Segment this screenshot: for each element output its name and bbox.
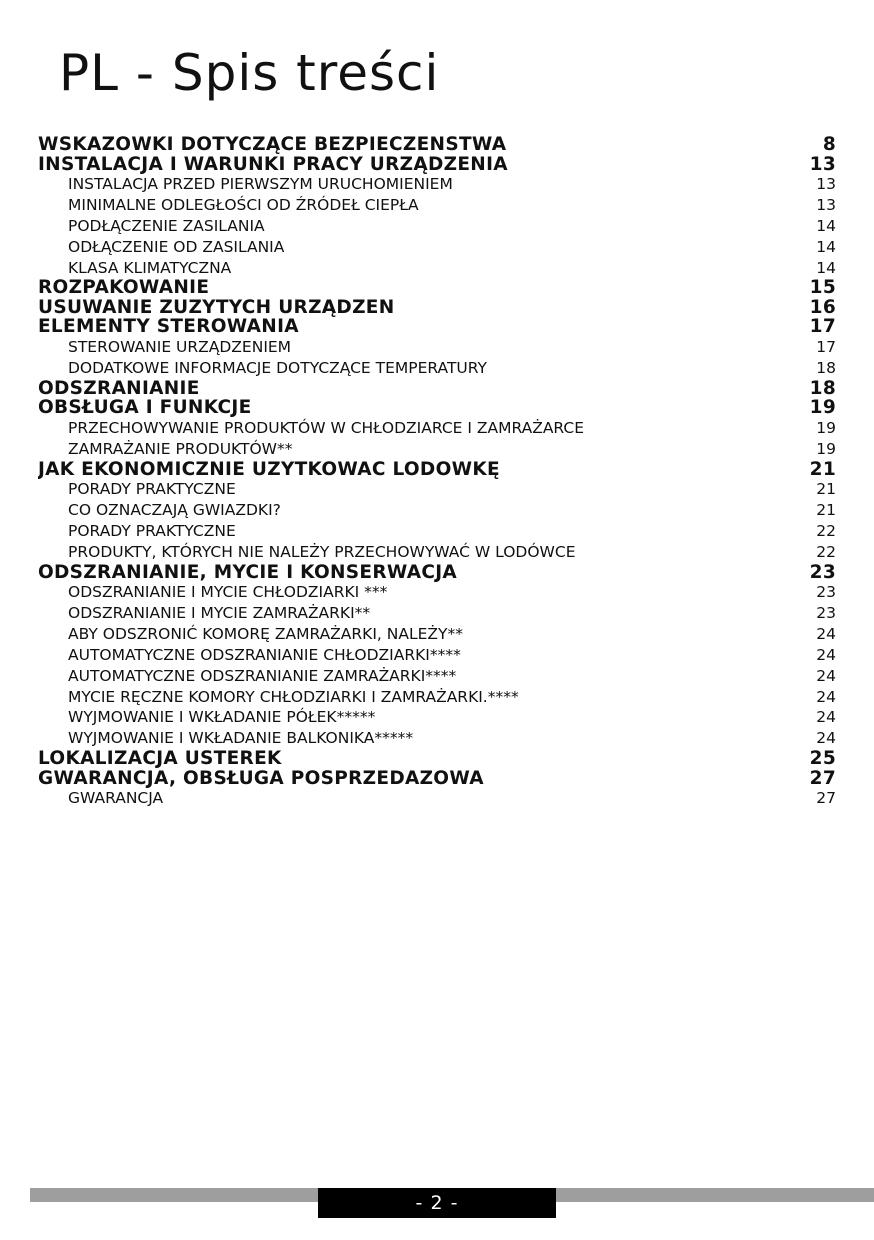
toc-entry-label: LOKALIZACJA USTEREK [38,749,282,769]
toc-entry-label: AUTOMATYCZNE ODSZRANIANIE ZAMRAŻARKI**** [68,666,457,685]
toc-entry-page: 27 [809,767,836,789]
toc-entry-label: ODSZRANIANIE, MYCIE I KONSERWACJA [38,562,458,583]
toc-entry-label: ODSZRANIANIE I MYCIE ZAMRAŻARKI** [68,603,371,622]
toc-entry-label: PORADY PRAKTYCZNE [68,521,236,540]
toc-entry-page: 16 [809,296,836,318]
toc-entry-label: PODŁĄCZENIE ZASILANIA [68,216,265,235]
toc-entry-label: MINIMALNE ODLEGŁOŚCI OD ŹRÓDEŁ CIEPŁA [68,195,419,214]
toc-entry-page: 21 [816,480,836,499]
toc-entry-label: KLASA KLIMATYCZNA [68,258,232,277]
toc-entry-label: PORADY PRAKTYCZNE [68,480,236,499]
toc-subentry[interactable] [38,542,836,563]
toc-subentry[interactable] [38,337,836,358]
toc-entry-page: 24 [816,645,836,664]
toc-entry-page: 22 [816,542,836,561]
toc-entry-label: STEROWANIE URZĄDZENIEM [68,337,292,356]
toc-entry-page: 22 [816,521,836,540]
toc-entry-page: 24 [816,708,836,727]
toc-subentry[interactable] [38,707,836,728]
toc-entry-label: GWARANCJA [68,789,164,808]
toc-entry-label: AUTOMATYCZNE ODSZRANIANIE CHŁODZIARKI**** [68,645,461,664]
toc-entry-page: 19 [809,397,836,419]
toc-entry-label: ODSZRANIANIE I MYCIE CHŁODZIARKI *** [68,583,388,602]
toc-entry-label: USUWANIE ZUŻYTYCH URZĄDZEŃ [38,297,395,318]
toc-entry-label: ELEMENTY STEROWANIA [38,317,299,337]
toc-subentry[interactable] [38,521,836,542]
toc-entry[interactable] [38,155,836,175]
toc-entry-label: PRZECHOWYWANIE PRODUKTÓW W CHŁODZIARCE I ZAMRAŻARCE [68,418,585,437]
toc-entry-page: 17 [809,316,836,338]
page-title: PL - Spis treści [59,44,440,102]
toc-entry[interactable] [38,298,836,318]
toc-subentry[interactable] [38,195,836,216]
toc-entry-page: 21 [816,500,836,519]
toc-entry-page: 8 [822,134,836,155]
toc-subentry[interactable] [38,788,836,809]
toc-subentry[interactable] [38,479,836,500]
toc-entry[interactable] [38,749,836,769]
toc-subentry[interactable] [38,258,836,279]
toc-entry-page: 24 [816,624,836,643]
toc-entry-label: ODŁĄCZENIE OD ZASILANIA [68,237,285,256]
toc-subentry[interactable] [38,582,836,603]
toc-entry-label: ZAMRAŻANIE PRODUKTÓW** [68,439,293,458]
toc-entry-page: 24 [816,666,836,685]
toc-entry-page: 14 [816,237,836,256]
toc-entry-label: ROZPAKOWANIE [38,278,210,298]
toc-entry-label: WYJMOWANIE I WKŁADANIE BALKONIKA***** [68,729,414,748]
page-number: - 2 - [318,1188,556,1218]
toc-entry-page: 13 [816,195,836,214]
toc-entry-page: 14 [816,216,836,235]
toc-entry[interactable] [38,398,836,418]
toc-subentry[interactable] [38,216,836,237]
toc-subentry[interactable] [38,624,836,645]
toc-entry-label: MYCIE RĘCZNE KOMORY CHŁODZIARKI I ZAMRAŻARKI.**** [68,687,519,706]
toc-entry-page: 18 [809,377,836,399]
toc-subentry[interactable] [38,174,836,195]
toc-entry-page: 24 [816,687,836,706]
toc-entry-page: 18 [816,358,836,377]
toc-entry-page: 23 [809,561,836,583]
toc-entry-label: ODSZRANIANIE [38,378,200,399]
table-of-contents [38,135,836,809]
toc-entry-page: 14 [816,258,836,277]
toc-entry-label: DODATKOWE INFORMACJE DOTYCZĄCE TEMPERATURY [68,358,488,377]
toc-entry[interactable] [38,379,836,399]
toc-subentry[interactable] [38,603,836,624]
toc-entry[interactable] [38,563,836,583]
toc-entry-page: 19 [816,439,836,458]
toc-entry-label: INSTALACJA I WARUNKI PRACY URZĄDZENIA [38,154,508,174]
toc-subentry[interactable] [38,500,836,521]
toc-entry-label: JAK EKONOMICZNIE UŻYTKOWAĆ LODÓWKĘ [38,459,500,480]
toc-entry-page: 13 [809,153,836,175]
toc-subentry[interactable] [38,728,836,749]
toc-entry-page: 19 [816,418,836,437]
toc-entry-page: 24 [816,729,836,748]
toc-entry-page: 25 [809,748,836,770]
toc-entry-page: 23 [816,583,836,602]
toc-entry[interactable] [38,460,836,480]
toc-subentry[interactable] [38,418,836,439]
toc-subentry[interactable] [38,687,836,708]
toc-entry-label: WYJMOWANIE I WKŁADANIE PÓŁEK***** [68,708,376,727]
toc-entry[interactable] [38,135,836,155]
toc-entry[interactable] [38,317,836,337]
toc-entry-page: 27 [816,789,836,808]
toc-entry[interactable] [38,769,836,789]
toc-entry-page: 15 [809,277,836,299]
toc-entry-label: CO OZNACZAJĄ GWIAZDKI? [68,500,281,519]
toc-subentry[interactable] [38,237,836,258]
toc-entry-label: PRODUKTY, KTÓRYCH NIE NALEŻY PRZECHOWYWAĆ W LODÓWCE [68,542,576,561]
toc-entry-page: 13 [816,175,836,193]
toc-entry-page: 21 [809,458,836,480]
toc-subentry[interactable] [38,645,836,666]
toc-entry-label: OBSŁUGA I FUNKCJE [38,398,252,418]
toc-entry-label: ABY ODSZRONIĆ KOMORĘ ZAMRAŻARKI, NALEŻY** [68,624,463,643]
toc-entry-label: GWARANCJA, OBSŁUGA POSPRZEDAŻOWA [38,768,484,789]
toc-entry-label: INSTALACJA PRZED PIERWSZYM URUCHOMIENIEM [68,175,453,193]
toc-entry-page: 23 [816,603,836,622]
toc-entry-page: 17 [816,337,836,356]
toc-subentry[interactable] [38,358,836,379]
toc-entry-label: WSKAZÓWKI DOTYCZĄCE BEZPIECZEŃSTWA [38,135,507,155]
toc-subentry[interactable] [38,666,836,687]
toc-entry[interactable] [38,278,836,298]
toc-subentry[interactable] [38,439,836,460]
